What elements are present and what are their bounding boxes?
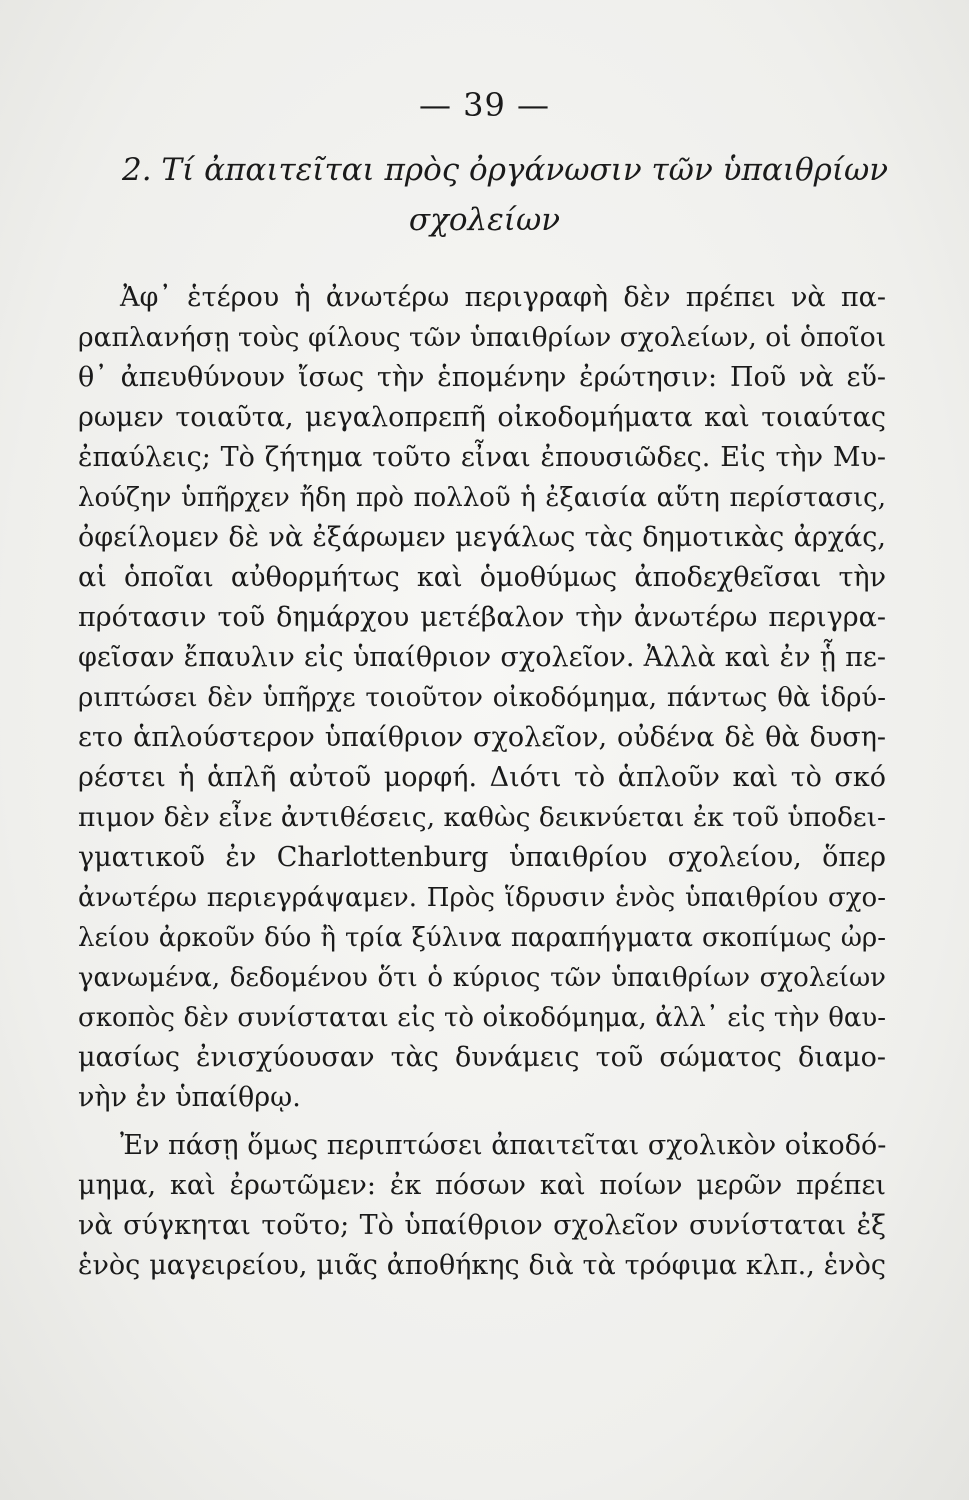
text-line: αἱ ὁποῖαι αὐθορμήτως καὶ ὁμοθύμως ἀποδεχθεῖσαι τὴν	[78, 562, 886, 593]
text-line: ὀφείλομεν δὲ νὰ ἐξάρωμεν μεγάλως τὰς δημοτικὰς ἀρχάς,	[78, 522, 886, 553]
section-heading-line-1: 2. Τί ἀπαιτεῖται πρὸς ὀργάνωσιν τῶν ὑπαιθρίων	[122, 152, 889, 188]
text-line: μημα, καὶ ἐρωτῶμεν: ἐκ πόσων καὶ ποίων μερῶν πρέπει	[78, 1170, 886, 1201]
text-line: λείου ἀρκοῦν δύο ἢ τρία ξύλινα παραπήγματα σκοπίμως ὠρ-	[78, 923, 886, 953]
text-line: λούζην ὑπῆρχεν ἤδη πρὸ πολλοῦ ἡ ἐξαισία αὕτη περίστασις,	[78, 483, 886, 513]
text-line: γανωμένα, δεδομένου ὅτι ὁ κύριος τῶν ὑπαιθρίων σχολείων	[78, 963, 886, 993]
paragraph-1	[78, 278, 886, 1118]
text-line: ἐπαύλεις; Τὸ ζήτημα τοῦτο εἶναι ἐπουσιῶδες. Εἰς τὴν Μυ-	[78, 442, 886, 473]
text-line: νὴν ἐν ὑπαίθρῳ.	[78, 1082, 301, 1113]
text-line: ρωμεν τοιαῦτα, μεγαλοπρεπῆ οἰκοδομήματα καὶ τοιαύτας	[78, 402, 886, 433]
text-line: Ἀφ᾽ ἑτέρου ἡ ἀνωτέρω περιγραφὴ δὲν πρέπει νὰ πα-	[120, 282, 886, 313]
text-line: μασίως ἐνισχύουσαν τὰς δυνάμεις τοῦ σώματος διαμο-	[78, 1042, 886, 1073]
text-line: ριπτώσει δὲν ὑπῆρχε τοιοῦτον οἰκοδόμημα, πάντως θὰ ἱδρύ-	[78, 683, 886, 713]
section-heading-line-2: σχολείων	[408, 202, 561, 238]
text-line: ετο ἁπλούστερον ὑπαίθριον σχολεῖον, οὐδένα δὲ θὰ δυση-	[78, 722, 886, 753]
text-line: πιμον δὲν εἶνε ἀντιθέσεις, καθὼς δεικνύεται ἐκ τοῦ ὑποδει-	[78, 802, 886, 833]
page-number: — 39 —	[418, 86, 551, 124]
text-line: σκοπὸς δὲν συνίσταται εἰς τὸ οἰκοδόμημα, ἀλλ᾽ εἰς τὴν θαυ-	[78, 1003, 886, 1033]
text-line: Ἐν πάσῃ ὅμως περιπτώσει ἀπαιτεῖται σχολικὸν οἰκοδό-	[120, 1130, 887, 1161]
text-line: θ᾽ ἀπευθύνουν ἴσως τὴν ἑπομένην ἐρώτησιν: Ποῦ νὰ εὕ-	[78, 362, 886, 393]
text-line: νὰ σύγκηται τοῦτο; Τὸ ὑπαίθριον σχολεῖον συνίσταται ἐξ	[78, 1210, 886, 1241]
text-line: ἑνὸς μαγειρείου, μιᾶς ἀποθήκης διὰ τὰ τρόφιμα κλπ., ἑνὸς	[78, 1250, 886, 1281]
text-line: γματικοῦ ἐν Charlottenburg ὑπαιθρίου σχολείου, ὅπερ	[78, 842, 886, 873]
text-line: ἀνωτέρω περιεγράψαμεν. Πρὸς ἵδρυσιν ἑνὸς ὑπαιθρίου σχο-	[78, 883, 886, 913]
paragraph-2	[78, 1126, 886, 1286]
text-line: φεῖσαν ἔπαυλιν εἰς ὑπαίθριον σχολεῖον. Ἀλλὰ καὶ ἐν ᾗ πε-	[78, 642, 886, 673]
text-line: πρότασιν τοῦ δημάρχου μετέβαλον τὴν ἀνωτέρω περιγρα-	[78, 602, 886, 633]
text-line: ρέστει ἡ ἁπλῆ αὐτοῦ μορφή. Διότι τὸ ἁπλοῦν καὶ τὸ σκό	[78, 762, 886, 793]
text-line: ραπλανήσῃ τοὺς φίλους τῶν ὑπαιθρίων σχολείων, οἱ ὁποῖοι	[78, 322, 887, 353]
